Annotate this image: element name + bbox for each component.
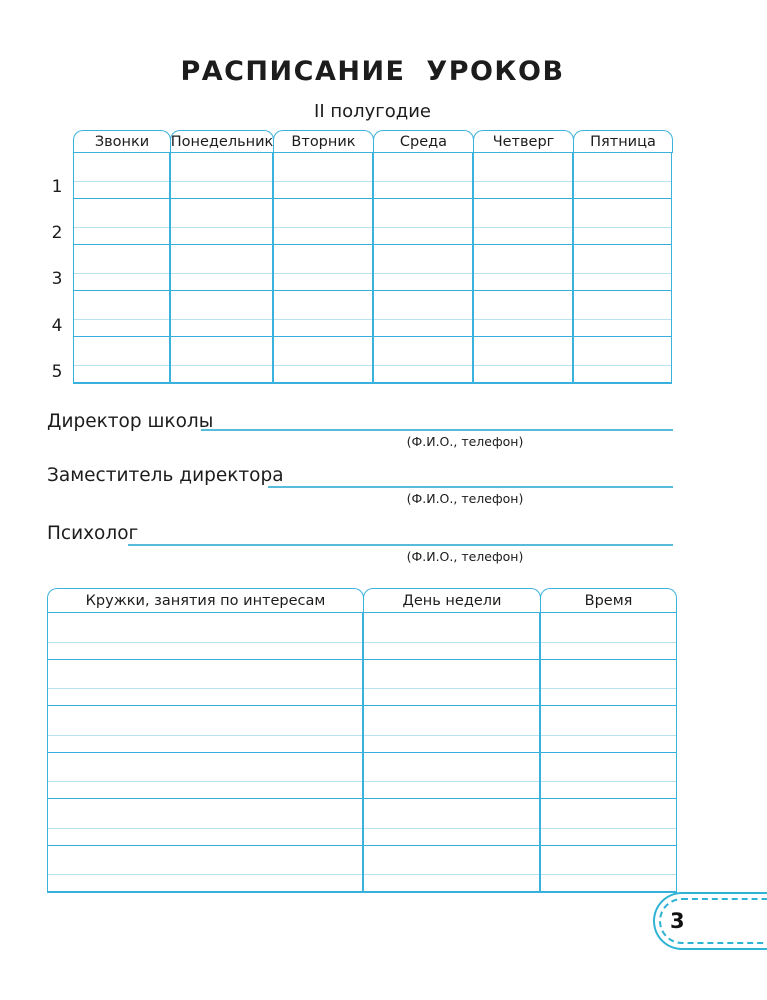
clubs-header-weekday: [363, 588, 541, 612]
clubs-header-time: [540, 588, 677, 612]
clubs-header-time-label: Время: [584, 592, 633, 609]
lesson-number-4: 4: [51, 316, 63, 336]
schedule-column-divider-4: [472, 153, 474, 383]
schedule-column-divider-2: [272, 153, 274, 383]
clubs-table-body: [47, 612, 677, 893]
schedule-header-friday: [573, 130, 673, 153]
clubs-column-divider-1: [362, 613, 364, 892]
schedule-header-tuesday-label: Вторник: [291, 134, 356, 150]
schedule-header-wednesday: [373, 130, 474, 153]
schedule-header-row: [73, 130, 672, 153]
lesson-number-3: 3: [51, 269, 63, 289]
deputy-director-fill-line: [268, 486, 673, 488]
schedule-header-bells: [73, 130, 171, 153]
director-fill-line: [201, 429, 673, 431]
schedule-header-thursday-label: Четверг: [492, 134, 555, 150]
schedule-column-divider-5: [572, 153, 574, 383]
lesson-number-5: 5: [51, 362, 63, 382]
clubs-column-divider-2: [539, 613, 541, 892]
schedule-header-wednesday-label: Среда: [399, 134, 448, 150]
schedule-header-monday: [170, 130, 274, 153]
page-number: 3: [670, 909, 685, 933]
psychologist-label: Психолог: [47, 523, 139, 544]
page-number-tab: [653, 892, 767, 950]
clubs-header-activities: [47, 588, 364, 612]
schedule-header-monday-label: Понедельник: [170, 134, 274, 150]
psychologist-caption: (Ф.И.О., телефон): [406, 549, 524, 564]
deputy-director-caption: (Ф.И.О., телефон): [406, 491, 524, 506]
lesson-number-1: 1: [51, 177, 63, 197]
schedule-table-body: [73, 152, 672, 384]
lesson-number-2: 2: [51, 223, 63, 243]
clubs-header-activities-label: Кружки, занятия по интересам: [85, 592, 326, 609]
schedule-header-friday-label: Пятница: [590, 134, 656, 150]
page-title: РАСПИСАНИЕ УРОКОВ: [180, 56, 565, 87]
semester-subtitle: II полугодие: [314, 101, 431, 122]
schedule-header-tuesday: [273, 130, 374, 153]
director-caption: (Ф.И.О., телефон): [406, 434, 524, 449]
schedule-header-thursday: [473, 130, 574, 153]
director-label: Директор школы: [47, 411, 214, 432]
clubs-header-row: [47, 588, 676, 612]
schedule-column-divider-1: [169, 153, 171, 383]
schedule-header-bells-label: Звонки: [94, 134, 150, 150]
clubs-header-weekday-label: День недели: [402, 592, 502, 609]
deputy-director-label: Заместитель директора: [47, 465, 284, 486]
schedule-column-divider-3: [372, 153, 374, 383]
psychologist-fill-line: [128, 544, 673, 546]
